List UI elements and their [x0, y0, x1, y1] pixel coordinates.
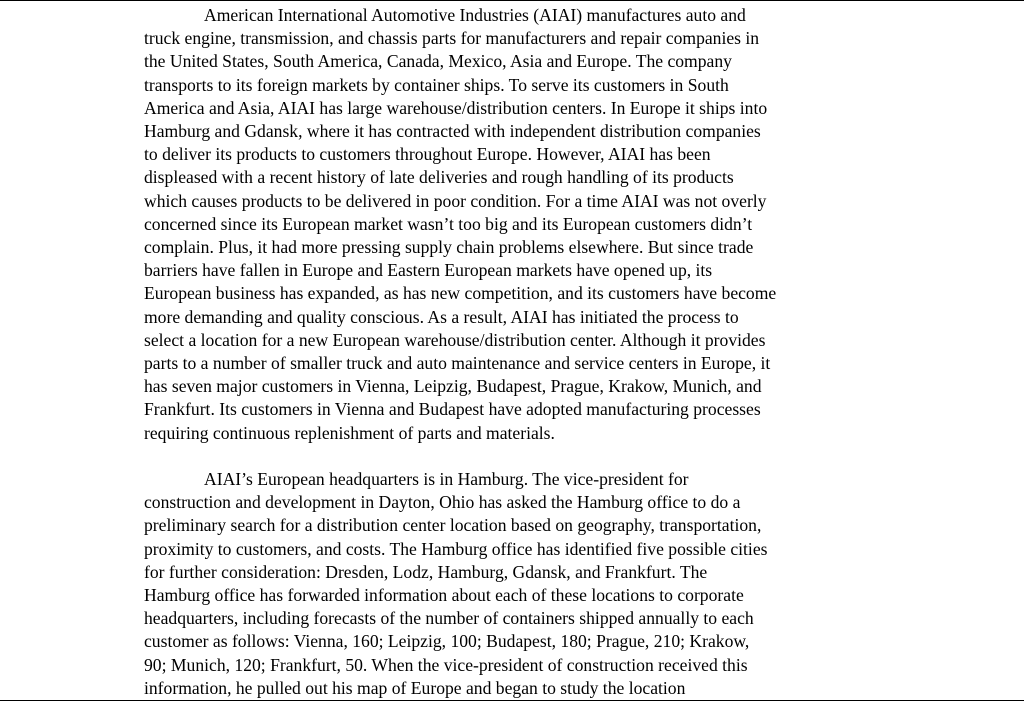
- paragraph-company-overview: American International Automotive Industries (AIAI) manufactures auto and truck engine, transmission, and chassis parts for manufacturers and repair companies in the United States, South America, Canada, Mexico, Asia and Europe. The company transports to its foreign markets by container ships. To serve its customers in South America and Asia, AIAI has large warehouse/distribution centers. In Europe it ships into Hamburg and Gdansk, where it has contracted with independent distribution companies to deliver its products to customers throughout Europe. However, AIAI has been displeased with a recent history of late deliveries and rough handling of its products which causes products to be delivered in poor condition. For a time AIAI was not overly concerned since its European market wasn’t too big and its European customers didn’t complain. Plus, it had more pressing supply chain problems elsewhere. But since trade barriers have fallen in Europe and Eastern European markets have opened up, its European business has expanded, as has new competition, and its customers have become more demanding and quality conscious. As a result, AIAI has initiated the process to select a location for a new European warehouse/distribution center. Although it provides parts to a number of smaller truck and auto maintenance and service centers in Europe, it has seven major customers in Vienna, Leipzig, Budapest, Prague, Krakow, Munich, and Frankfurt. Its customers in Vienna and Budapest have adopted manufacturing processes requiring continuous replenishment of parts and materials.: [144, 5, 777, 443]
- document-body: [144, 4, 884, 700]
- paragraph-spacer: [144, 445, 884, 468]
- paragraph-headquarters-search: AIAI’s European headquarters is in Hamburg. The vice-president for construction and development in Dayton, Ohio has asked the Hamburg office to do a preliminary search for a distribution center location based on geography, transportation, proximity to customers, and costs. The Hamburg office has identified five possible cities for further consideration: Dresden, Lodz, Hamburg, Gdansk, and Frankfurt. The Hamburg office has forwarded information about each of these locations to corporate headquarters, including forecasts of the number of containers shipped annually to each customer as follows: Vienna, 160; Leipzig, 100; Budapest, 180; Prague, 210; Krakow, 90; Munich, 120; Frankfurt, 50. When the vice-president of construction received this information, he pulled out his map of Europe and began to study the location: [144, 469, 768, 698]
